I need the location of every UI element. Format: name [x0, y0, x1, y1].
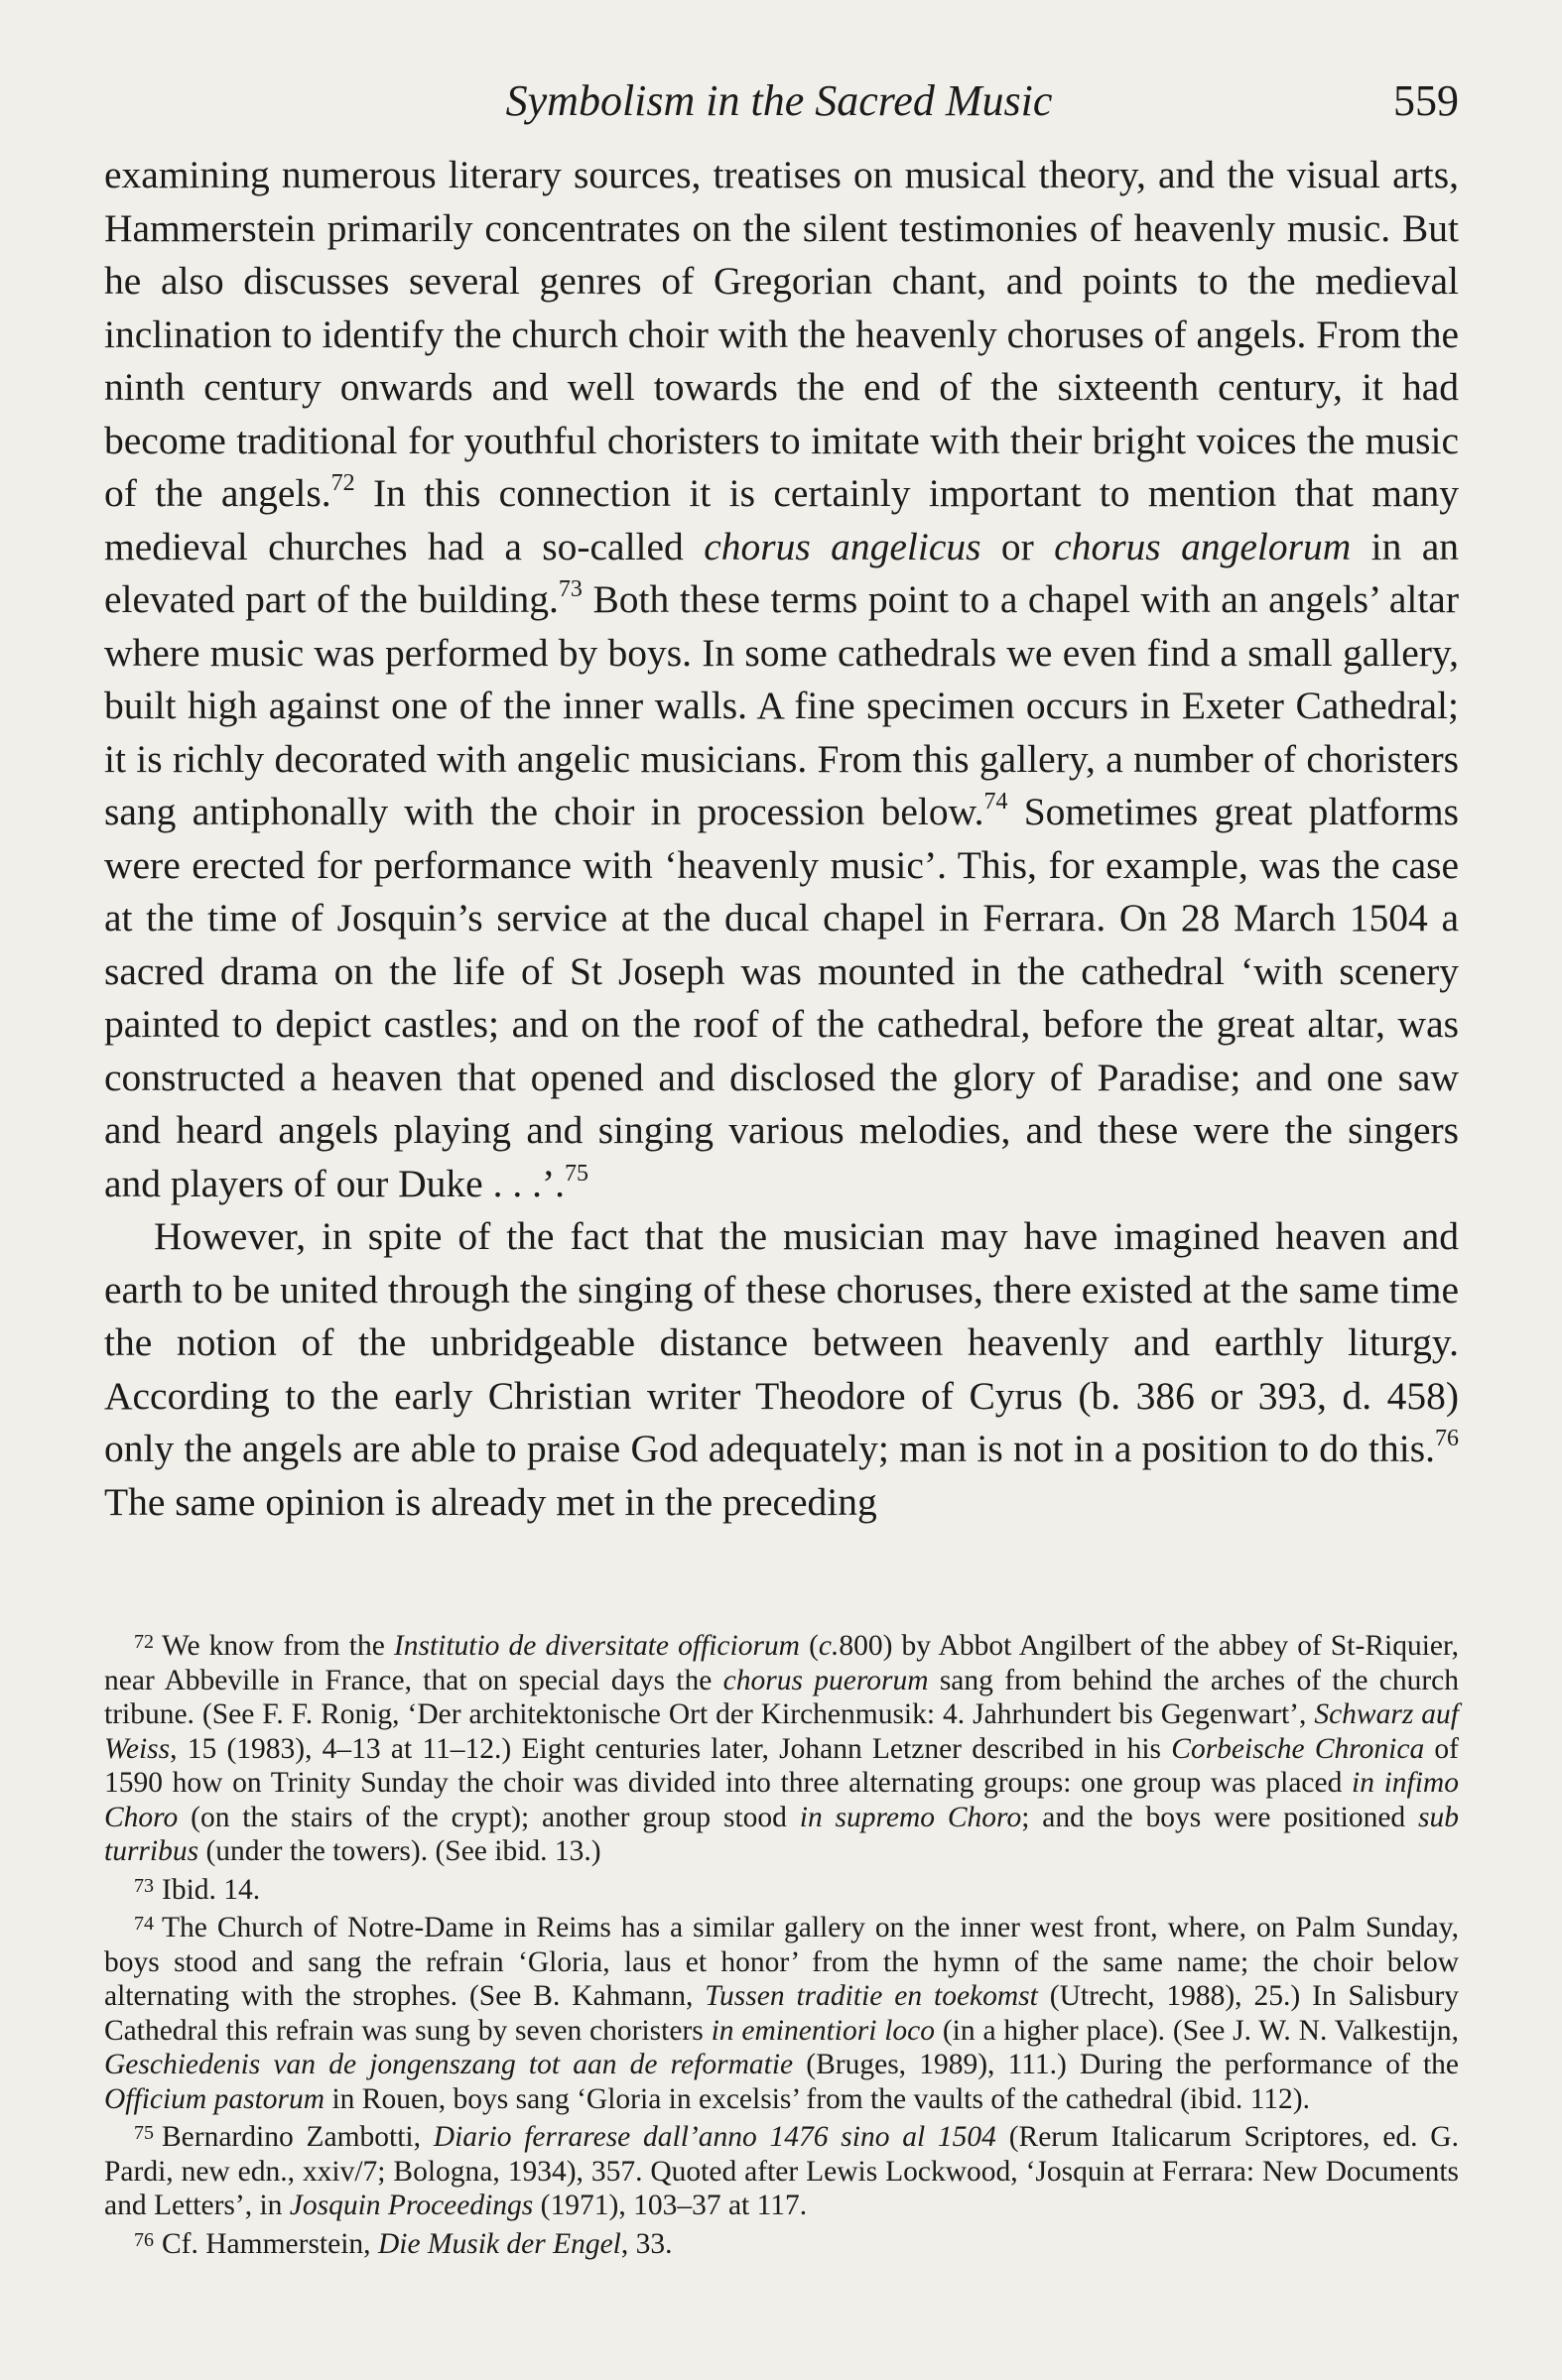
italic-text: sub turribus: [104, 1801, 1459, 1867]
text-run: (Utrecht, 1988), 25.) In Salisbury Cathedral this refrain was sung by seven choristers: [104, 1980, 1459, 2047]
text-run: Bernardino Zambotti,: [162, 2121, 434, 2153]
body-paragraph: [104, 1210, 1459, 1529]
footnote-number: 74: [134, 1913, 154, 1935]
text-run: or: [980, 524, 1055, 568]
text-run: Sometimes great platforms were erected for performance with ‘heavenly music’. This, for example, was the case at the time of Josquin’s service at the ducal chapel in Ferrara. On 28 March 1504 a sacred drama on the life of St Joseph was mounted in the cathedral ‘with scenery painted to depict castles; and on the roof of the cathedral, before the great altar, was constructed a heaven that opened and disclosed the glory of Paradise; and one saw and heard angels playing and singing various melodies, and these were the singers and players of our Duke . . .’.: [104, 790, 1459, 1205]
footnote: [104, 1907, 1459, 2116]
italic-text: Diario ferrarese dall’anno 1476 sino al 1504: [433, 2121, 996, 2153]
footnote-reference: 76: [1435, 1426, 1459, 1451]
text-run: Both these terms point to a chapel with an angels’ altar where music was performed by boys. In some cathedrals we even find a small gallery, built high against one of the inner walls. A fine specimen occurs in Exeter Cathedral; it is richly decorated with angelic musicians. From this gallery, a number of choristers sang antiphonally with the choir in procession below.: [104, 577, 1459, 833]
italic-text: Schwarz auf Weiss: [104, 1698, 1459, 1765]
page-header: [99, 71, 1459, 131]
italic-text: Josquin Proceedings: [289, 2190, 534, 2221]
body-paragraph: [104, 149, 1459, 1210]
footnote-number: 76: [134, 2228, 154, 2251]
text-run: in an elevated part of the building.: [104, 524, 1459, 621]
footnote: [104, 2116, 1459, 2223]
body-text: [104, 149, 1459, 1529]
text-run: in Rouen, boys sang ‘Gloria in excelsis’ from the vaults of the cathedral (ibid. 112).: [325, 2082, 1310, 2115]
italic-text: Geschiedenis van de jongenszang tot aan de reformatie: [104, 2049, 794, 2080]
text-run: , 33.: [620, 2227, 673, 2260]
italic-text: chorus angelicus: [704, 524, 981, 568]
footnote-number: 73: [134, 1874, 154, 1897]
italic-text: in eminentiori loco: [711, 2014, 936, 2047]
text-run: (Rerum Italicarum Scriptores, ed. G. Pardi, new edn., xxiv/7; Bologna, 1934), 357. Quoted after Lewis Lockwood, ‘Josquin at Ferrara: New Documents and Letters’, in: [104, 2121, 1459, 2221]
footnote-reference: 72: [330, 470, 355, 496]
italic-text: Die Musik der Engel: [377, 2227, 621, 2260]
text-run: 800) by Abbot Angilbert of the abbey of St-Riquier, near Abbeville in France, that on special days the: [104, 1630, 1459, 1696]
italic-text: Corbeische Chronica: [1171, 1732, 1425, 1765]
footnote: [104, 1869, 1459, 1908]
italic-text: Institutio de diversitate officiorum: [393, 1630, 800, 1662]
italic-text: in supremo Choro: [799, 1801, 1022, 1833]
text-run: The same opinion is already met in the preceding: [104, 1479, 877, 1524]
footnotes: [104, 1625, 1459, 2261]
text-run: The Church of Notre-Dame in Reims has a similar gallery on the inner west front, where, on Palm Sunday, boys stood and sang the refrain ‘Gloria, laus et honor’ from the hymn of the same name; the choir below alternating with the strophes. (See B. Kahmann,: [104, 1912, 1459, 2012]
running-title: Symbolism in the Sacred Music: [505, 76, 1053, 125]
footnote-number: 72: [134, 1631, 154, 1653]
text-run: (1971), 103–37 at 117.: [533, 2190, 808, 2221]
text-run: ; and the boys were positioned: [1021, 1801, 1418, 1833]
footnote-reference: 75: [565, 1160, 588, 1187]
italic-text: chorus puerorum: [722, 1664, 929, 1696]
page-number: 559: [1393, 76, 1459, 125]
text-run: Ibid. 14.: [162, 1873, 261, 1906]
italic-text: Tussen traditie en toekomst: [705, 1980, 1038, 2012]
text-run: (: [800, 1630, 819, 1662]
text-run: , 15 (1983), 4–13 at 11–12.) Eight centuries later, Johann Letzner described in his: [170, 1732, 1172, 1765]
footnote-number: 75: [134, 2122, 154, 2144]
text-run: In this connection it is certainly important to mention that many medieval churches had a so-called: [104, 471, 1459, 568]
text-run: However, in spite of the fact that the musician may have imagined heaven and earth to be united through the singing of these choruses, there existed at the same time the notion of the unbridgeable distance between heavenly and earthly liturgy. According to the early Christian writer Theodore of Cyrus (b. 386 or 393, d. 458) only the angels are able to praise God adequately; man is not in a position to do this.: [104, 1214, 1459, 1470]
text-run: (on the stairs of the crypt); another group stood: [178, 1801, 800, 1833]
italic-text: chorus angelorum: [1054, 524, 1352, 568]
italic-text: in infimo Choro: [104, 1767, 1459, 1833]
text-run: examining numerous literary sources, treatises on musical theory, and the visual arts, Hammerstein primarily concentrates on the silent testimonies of heavenly music. But he also discusses several genres of Gregorian chant, and points to the medieval inclination to identify the church choir with the heavenly choruses of angels. From the ninth century onwards and well towards the end of the sixteenth century, it had become traditional for youthful choristers to imitate with their bright voices the music of the angels.: [104, 153, 1459, 515]
text-run: Cf. Hammerstein,: [162, 2227, 378, 2260]
italic-text: Officium pastorum: [104, 2082, 325, 2115]
text-run: of 1590 how on Trinity Sunday the choir was divided into three alternating groups: one group was placed: [104, 1732, 1459, 1799]
footnote: [104, 1625, 1459, 1869]
text-run: (in a higher place). (See J. W. N. Valkestijn,: [935, 2014, 1459, 2047]
italic-text: c.: [818, 1630, 840, 1662]
footnote-reference: 74: [983, 789, 1008, 814]
text-run: We know from the: [162, 1630, 394, 1662]
text-run: sang from behind the arches of the church tribune. (See F. F. Ronig, ‘Der architektonische Ort der Kirchenmusik: 4. Jahrhundert bis Gegenwart’,: [104, 1664, 1459, 1730]
text-run: (under the towers). (See ibid. 13.): [198, 1835, 601, 1867]
footnote-reference: 73: [558, 576, 583, 602]
text-run: (Bruges, 1989), 111.) During the performance of the: [793, 2049, 1459, 2080]
footnote: [104, 2223, 1459, 2262]
